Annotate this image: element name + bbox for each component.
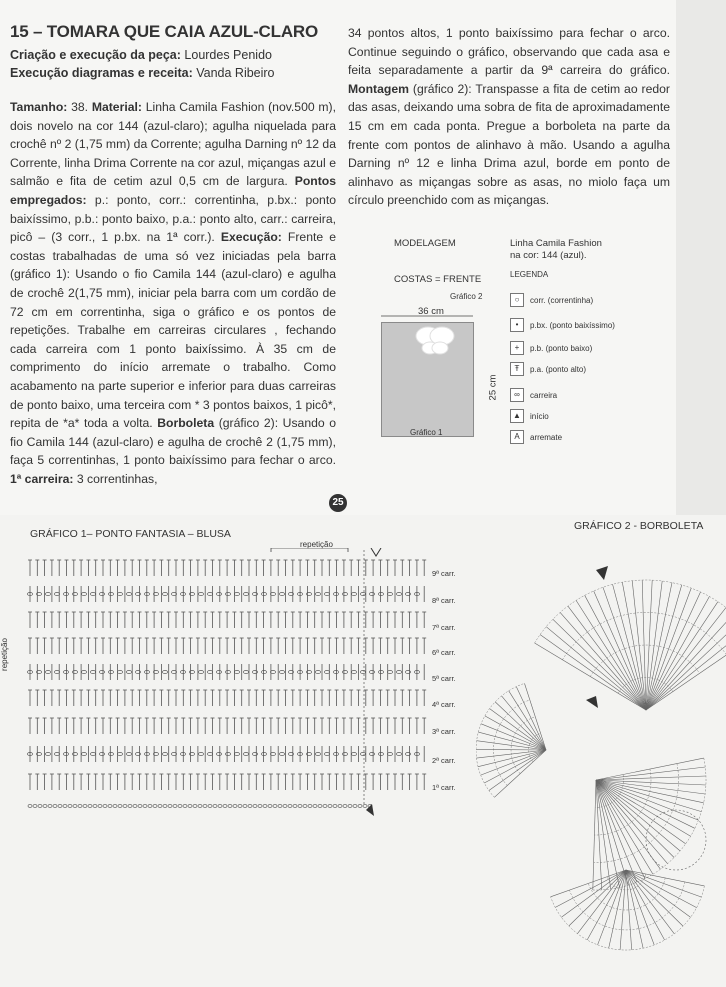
butterfly-placement-icon: [412, 322, 462, 362]
text: (gráfico 2): Usando o fio Camila 144 (azul-claro) e agulha de crochê 2 (1,75 mm), faça 5 correntinhas, 1 ponto baixíssimo para fechar o arco.: [10, 416, 336, 468]
row-label: 8ª carr.: [432, 596, 456, 605]
repeticao-label: repetição: [300, 540, 333, 549]
credit-line: [10, 46, 336, 64]
row-label: 5ª carr.: [432, 674, 456, 683]
legend-text: início: [530, 411, 549, 421]
legend-item: [510, 429, 562, 445]
credit-value: Vanda Ribeiro: [192, 66, 275, 80]
repeticao-side-label: repetição: [0, 638, 9, 671]
height-label: 25 cm: [487, 374, 499, 401]
page-edge: [676, 0, 726, 515]
grafico2-title: GRÁFICO 2 - BORBOLETA: [574, 520, 704, 532]
legend-symbol: •: [510, 318, 524, 332]
legend-text: carreira: [530, 390, 558, 400]
text: 34 pontos altos, 1 ponto baixíssimo para fechar o arco. Continue seguindo o gráfico, observando que cada asa e feita separadamente a partir da 9ª carreira do gráfico.: [348, 26, 670, 78]
grafico1-ref: Gráfico 1: [410, 428, 443, 437]
keyword: Borboleta: [157, 416, 215, 431]
recipe-body-left: [10, 98, 336, 488]
row-label: 7ª carr.: [432, 623, 456, 632]
legend-item: [510, 361, 586, 377]
legend-text: p.bx. (ponto baixíssimo): [530, 320, 615, 330]
grafico1-title: GRÁFICO 1– PONTO FANTASIA – BLUSA: [30, 528, 231, 540]
grafico1-stitch-chart: [26, 548, 456, 818]
legend-text: arremate: [530, 432, 563, 442]
text: 3 correntinhas,: [73, 471, 158, 486]
legend-item: [510, 387, 557, 403]
grafico2-butterfly-chart: [476, 540, 726, 960]
row-label: 6ª carr.: [432, 648, 456, 657]
costas-frente-label: COSTAS = FRENTE: [394, 274, 482, 285]
modelagem-diagram: [380, 232, 680, 462]
legend-item: [510, 408, 549, 424]
text: Linha Camila Fashion (nov.500 m), dois novelo na cor 144 (azul-claro); agulha niquelada para crochê nº 2 (1,75 mm) da Corrente; agulha Darning nº 12 da Corrente, linha Drima Corrente na cor azul, miçangas azul e salmão e fita de cetim azul 0,5 cm de largura.: [10, 100, 337, 189]
keyword: Execução:: [220, 230, 282, 245]
legend-text: p.a. (ponto alto): [530, 364, 587, 374]
legend-symbol: +: [510, 341, 524, 355]
right-column: [348, 24, 670, 210]
legend-symbol: ∞: [510, 388, 524, 402]
credit-line: [10, 64, 336, 82]
yarn-label: Linha Camila Fashion: [510, 238, 602, 249]
legend-title: LEGENDA: [510, 270, 549, 279]
page-number: 25: [329, 494, 347, 512]
legend-item: [510, 340, 592, 356]
text: (gráfico 2): Transpasse a fita de cetim ao redor das asas, deixando uma sobra de fita de aproximadamente 15 cm em cada ponta. Pregue a borboleta na parte da frente com pontos de alinhavo à mão. Usando a agulha Darning nº 12 e linha Drima azul, borde em ponto de alinhavo as miçangas sobre as asas, no miolo faça um círculo preenchido com as miçangas.: [348, 81, 670, 208]
keyword: Tamanho:: [10, 100, 68, 114]
yarn-color-label: na cor: 144 (azul).: [510, 250, 587, 261]
text: p.: ponto, corr.: correntinha, p.bx.: ponto baixíssimo, p.b.: ponto baixo, p.a.: ponto alto, carr.: carreira, picô – (3 corr., 1 p.bx. na 1ª corr.).: [10, 192, 336, 245]
recipe-title: 15 – TOMARA QUE CAIA AZUL-CLARO: [10, 22, 318, 41]
grafico2-ref: Gráfico 2: [450, 292, 483, 301]
row-label: 3ª carr.: [432, 727, 456, 736]
modelagem-title: MODELAGEM: [394, 238, 456, 249]
text: 38.: [67, 100, 92, 114]
legend-item: [510, 317, 615, 333]
legend-symbol: ○: [510, 293, 524, 307]
row-label: 1ª carr.: [432, 783, 456, 792]
keyword: Material:: [91, 100, 142, 114]
row-label: 9ª carr.: [432, 569, 456, 578]
row-label: 2ª carr.: [432, 756, 456, 765]
legend-symbol: ▲: [510, 409, 524, 423]
credit-label: Criação e execução da peça:: [10, 48, 181, 62]
keyword: 1ª carreira:: [10, 471, 74, 486]
credit-value: Lourdes Penido: [180, 48, 272, 62]
width-label: 36 cm: [418, 306, 444, 317]
legend-symbol: A: [510, 430, 524, 444]
row-label: 4ª carr.: [432, 700, 456, 709]
legend-symbol: Ŧ: [510, 362, 524, 376]
legend-text: p.b. (ponto baixo): [530, 343, 593, 353]
keyword: Pontos empregados:: [10, 174, 336, 207]
legend-text: corr. (correntinha): [530, 295, 594, 305]
credit-label: Execução diagramas e receita:: [10, 66, 193, 80]
legend-item: [510, 292, 593, 308]
left-column: [10, 22, 336, 488]
keyword: Montagem: [348, 81, 409, 96]
text: Frente e costas trabalhadas de uma só vez iniciadas pela barra (gráfico 1): Usando o fio Camila 144 (azul-claro) e agulha de crochê 2(1,75 mm), iniciar pela barra com um cordão de 72 cm em correntinha, siga o gráfico e os pontos de repetições. Trabalhe em carreiras circulares , fechando cada carreira com 1 ponto baixíssimo. À 35 cm de comprimento do início arremate o trabalho. Como acabamento na parte superior e inferior para duas carreiras de ponto baixo, uma terceira com * 3 pontos baixos, 1 picô*, repita de *a* toda a volta.: [10, 230, 336, 431]
